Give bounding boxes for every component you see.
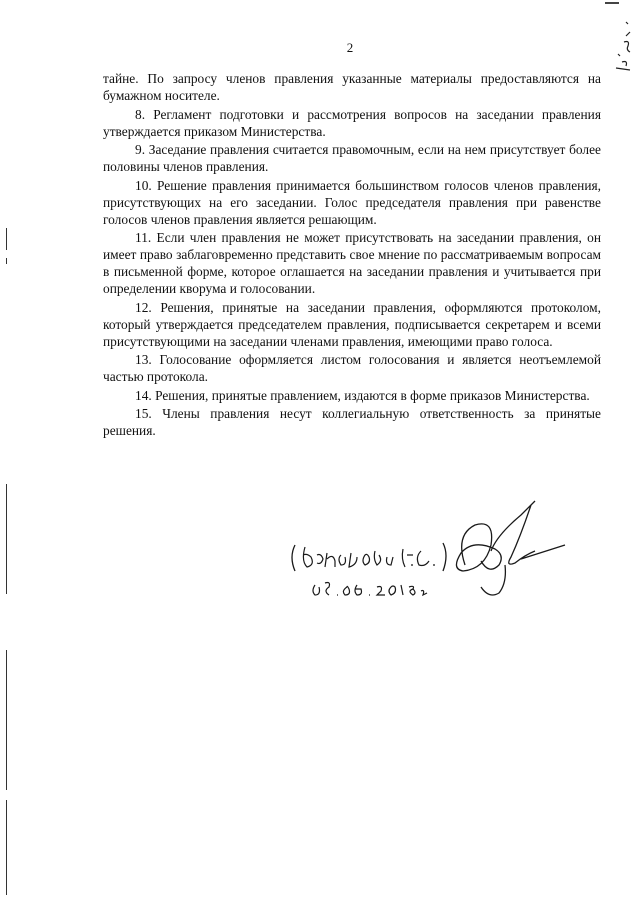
scan-edge-mark xyxy=(6,228,7,250)
paragraph-continuation: тайне. По запросу членов правления указанные материалы предоставляются на бумажном носителе. xyxy=(103,71,601,103)
paragraph-item-10: 10. Решение правления принимается большинством голосов членов правления, присутствующих на его заседании. Голос председателя правления при равенстве голосов членов правления является решающим. xyxy=(103,177,601,227)
scan-edge-mark xyxy=(6,258,7,264)
handwritten-date xyxy=(313,583,427,596)
paragraph-item-8: 8. Регламент подготовки и рассмотрения вопросов на заседании правления утверждается приказом Министерства. xyxy=(103,106,601,139)
page-number: 2 xyxy=(346,40,354,55)
paragraph-item-13: 13. Голосование оформляется листом голосования и является неотъемлемой частью протокола. xyxy=(103,352,601,384)
document-body xyxy=(103,70,601,441)
top-edge-mark xyxy=(605,2,619,4)
scan-edge-mark xyxy=(6,800,7,895)
signature-mark xyxy=(456,501,565,595)
handwritten-signature-block xyxy=(285,495,585,615)
paragraph-item-12: 12. Решения, принятые на заседании правления, оформляются протоколом, который утверждается председателем правления, подписывается секретарем и всеми присутствующими на заседании членами правления, имеющими право голоса. xyxy=(103,299,601,349)
handwritten-name xyxy=(292,543,446,571)
paragraph-item-15: 15. Члены правления несут коллегиальную ответственность за принятые решения. xyxy=(103,406,601,438)
paragraph-item-9: 9. Заседание правления считается правомочным, если на нем присутствует более половины членов правления. xyxy=(103,142,601,174)
paragraph-item-11: 11. Если член правления не может присутствовать на заседании правления, он имеет право заблаговременно представить свое мнение по рассматриваемым вопросам в письменной форме, которое оглашается на заседании правления и учитывается при определении кворума и голосовании. xyxy=(103,230,601,296)
scan-edge-mark xyxy=(6,484,7,594)
scan-edge-mark xyxy=(6,650,7,790)
paragraph-item-14: 14. Решения, принятые правлением, издаются в форме приказов Министерства. xyxy=(135,387,590,403)
